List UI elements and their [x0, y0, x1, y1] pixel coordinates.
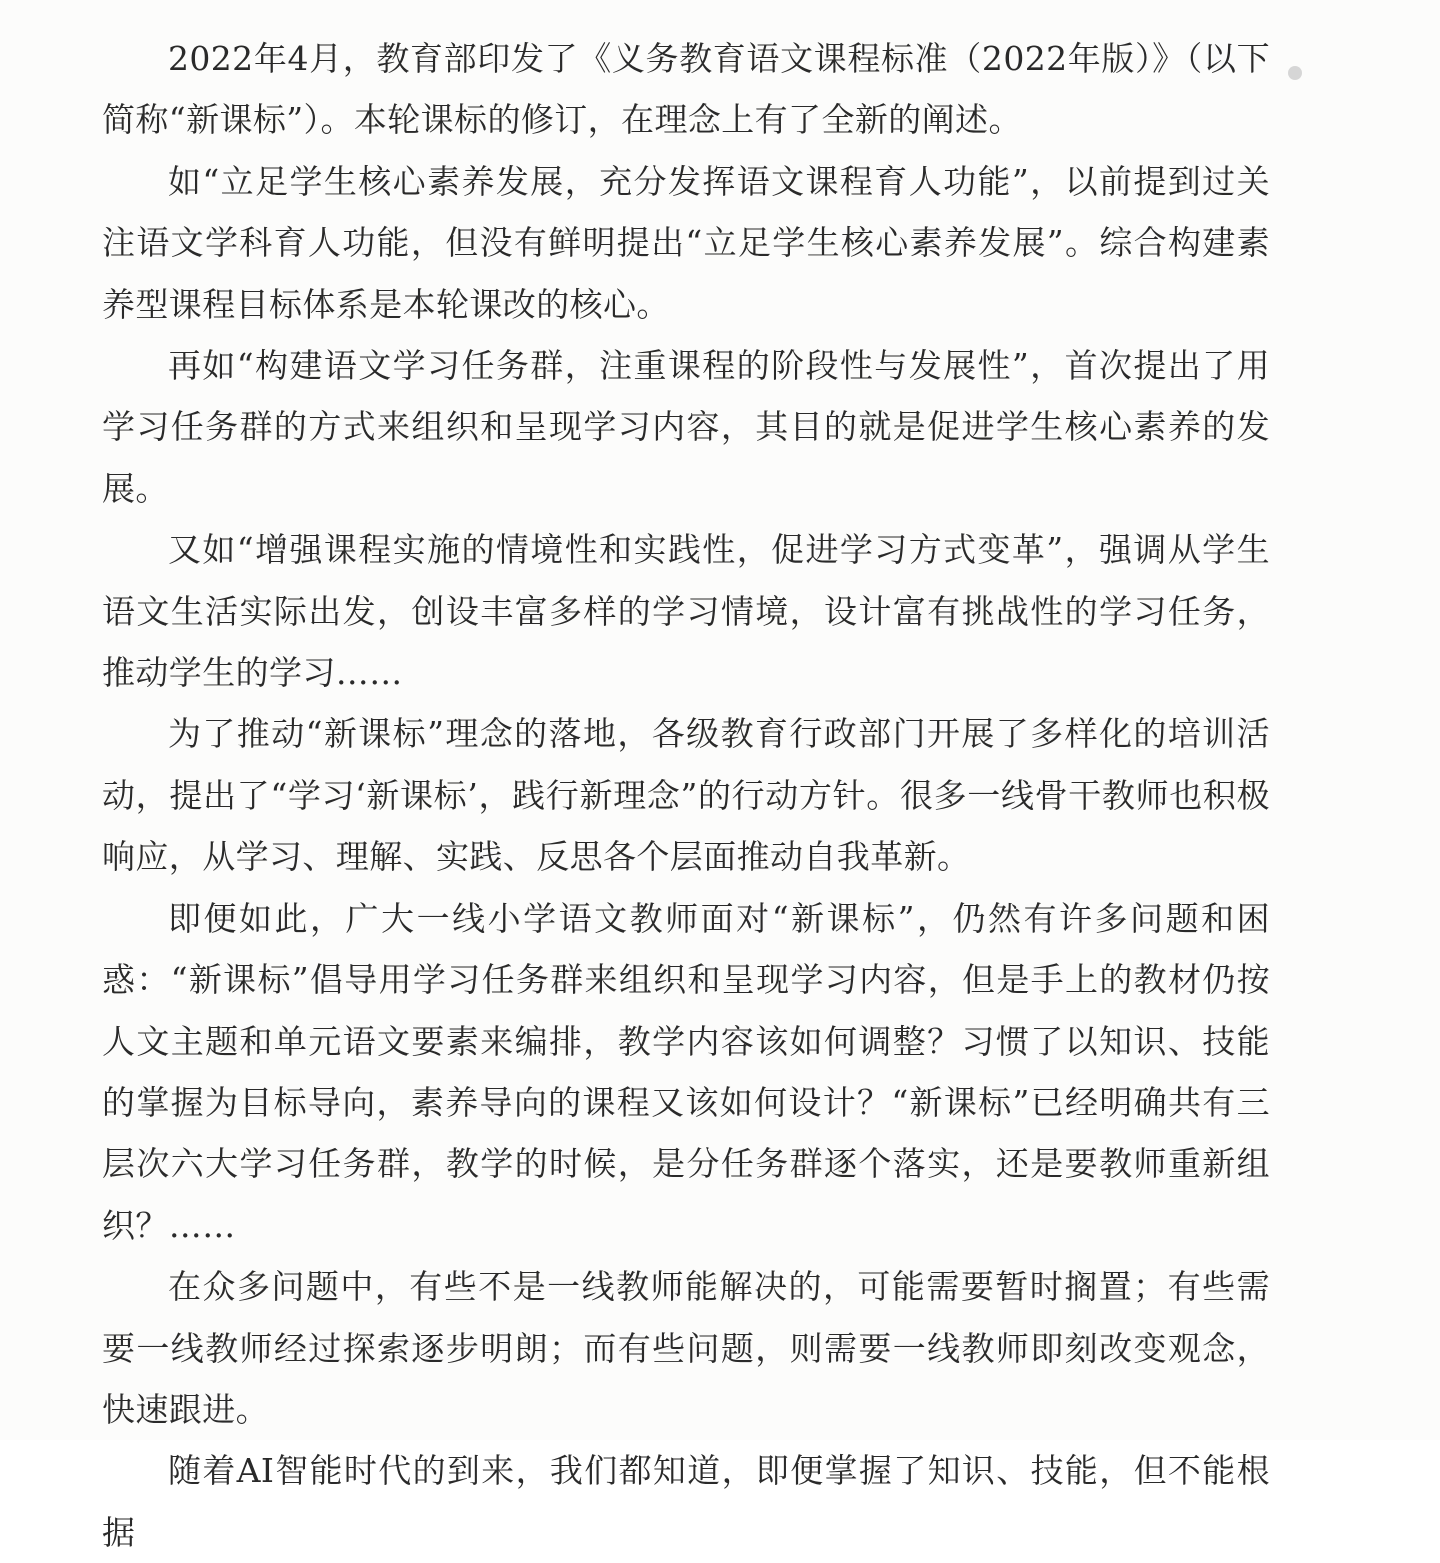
- body-text: [102, 28, 1270, 1563]
- paragraph: 如“立足学生核心素养发展，充分发挥语文课程育人功能”，以前提到过关注语文学科育人功能，但没有鲜明提出“立足学生核心素养发展”。综合构建素养型课程目标体系是本轮课改的核心。: [102, 161, 1270, 324]
- scan-speck: [1288, 66, 1302, 80]
- paragraph: 再如“构建语文学习任务群，注重课程的阶段性与发展性”，首次提出了用学习任务群的方式来组织和呈现学习内容，其目的就是促进学生核心素养的发展。: [102, 346, 1270, 508]
- paragraph: 即便如此，广大一线小学语文教师面对“新课标”，仍然有许多问题和困惑：“新课标”倡导用学习任务群来组织和呈现学习内容，但是手上的教材仍按人文主题和单元语文要素来编排，教学内容该如何调整？习惯了以知识、技能的掌握为目标导向，素养导向的课程又该如何设计？“新课标”已经明确共有三层次六大学习任务群，教学的时候，是分任务群逐个落实，还是要教师重新组织？……: [102, 898, 1270, 1245]
- paragraph: 为了推动“新课标”理念的落地，各级教育行政部门开展了多样化的培训活动，提出了“学习‘新课标’，践行新理念”的行动方针。很多一线骨干教师也积极响应，从学习、理解、实践、反思各个层面推动自我革新。: [102, 714, 1270, 877]
- paragraph: 在众多问题中，有些不是一线教师能解决的，可能需要暂时搁置；有些需要一线教师经过探索逐步明朗；而有些问题，则需要一线教师即刻改变观念，快速跟进。: [102, 1267, 1270, 1429]
- paragraph: 随着AI智能时代的到来，我们都知道，即便掌握了知识、技能，但不能根据: [102, 1451, 1270, 1552]
- paragraph: 又如“增强课程实施的情境性和实践性，促进学习方式变革”，强调从学生语文生活实际出发，创设丰富多样的学习情境，设计富有挑战性的学习任务，推动学生的学习……: [102, 530, 1270, 693]
- paragraph: 2022年4月，教育部印发了《义务教育语文课程标准（2022年版）》（以下简称“新课标”）。本轮课标的修订，在理念上有了全新的阐述。: [102, 39, 1270, 140]
